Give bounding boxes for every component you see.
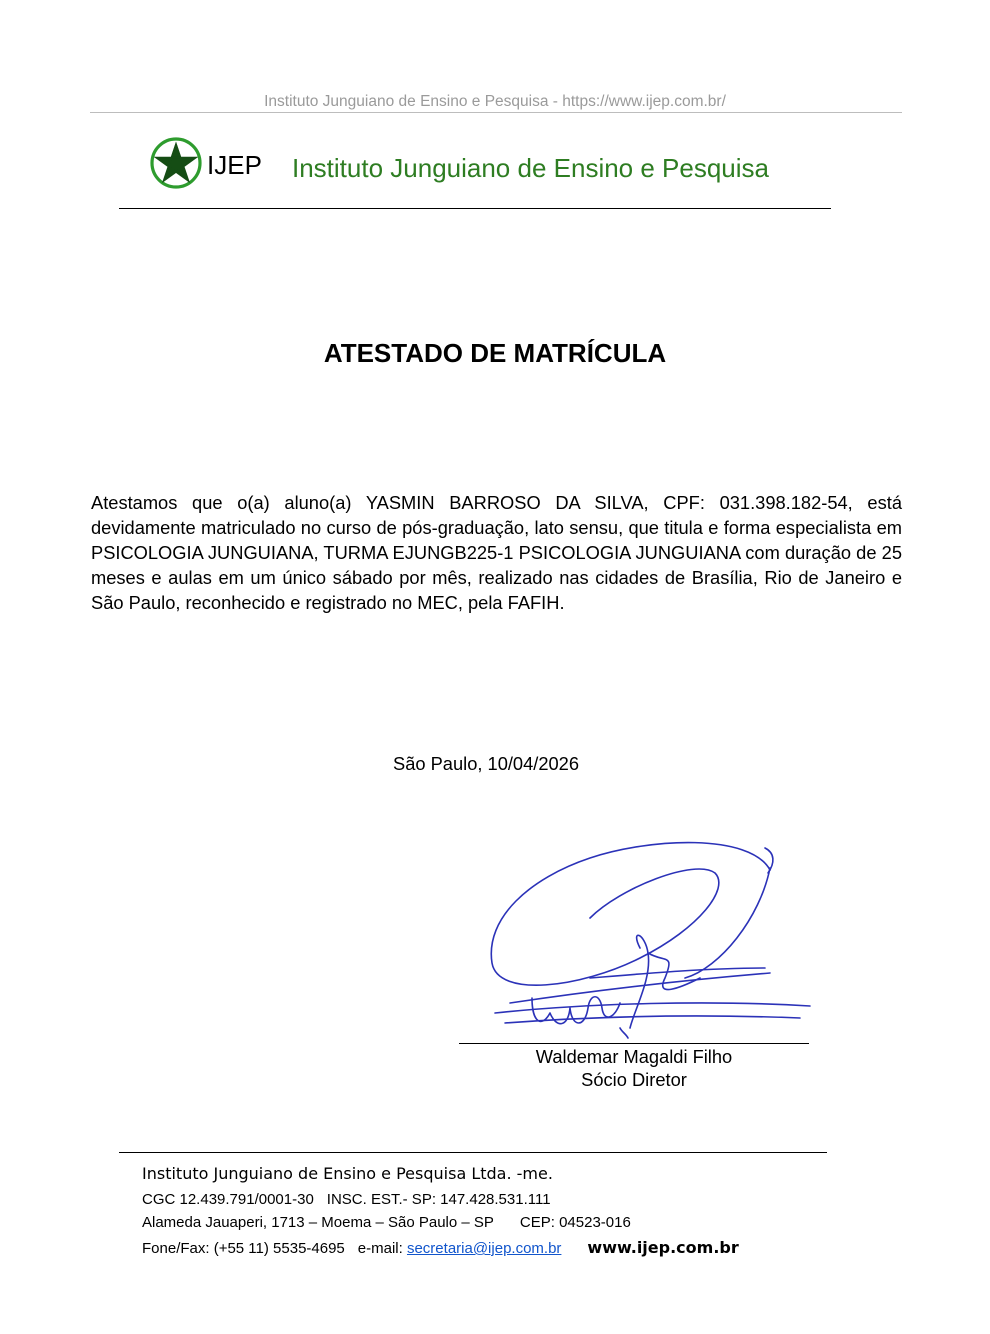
footer-address-line [142, 1213, 631, 1233]
footer-email-link[interactable]: secretaria@ijep.com.br [406, 1240, 562, 1257]
logo-abbreviation: IJEP [207, 150, 262, 180]
handwritten-signature [470, 828, 815, 1043]
footer-company-name: Instituto Junguiano de Ensino e Pesquisa Ltda. -me. [142, 1164, 553, 1183]
top-divider [90, 112, 902, 113]
place-and-date: São Paulo, 10/04/2026 [393, 753, 580, 774]
footer-contact-line [142, 1238, 739, 1259]
signatory-name: Waldemar Magaldi Filho [535, 1046, 733, 1067]
institution-name: Instituto Junguiano de Ensino e Pesquisa [292, 153, 770, 183]
signatory-role: Sócio Diretor [581, 1069, 687, 1090]
header-divider [119, 208, 831, 209]
footer-cgc: CGC 12.439.791/0001-30 [142, 1191, 314, 1208]
footer-address: Alameda Jauaperi, 1713 – Moema – São Paulo – SP [142, 1214, 494, 1231]
footer-website[interactable]: www.ijep.com.br [587, 1238, 739, 1257]
footer-email-label: e-mail: [357, 1240, 403, 1257]
footer-divider [119, 1152, 827, 1153]
footer-cep: CEP: 04523-016 [519, 1214, 631, 1231]
signature-line [459, 1043, 809, 1044]
attestation-body: Atestamos que o(a) aluno(a) YASMIN BARROSO DA SILVA, CPF: 031.398.182-54, está devidamente matriculado no curso de pós-graduação, lato sensu, que titula e forma especialista em PSICOLOGIA JUNGUIANA, TURMA EJUNGB225-1 PSICOLOGIA JUNGUIANA com duração de 25 meses e aulas em um único sábado por mês, realizado nas cidades de Brasília, Rio de Janeiro e São Paulo, reconhecido e registrado no MEC, pela FAFIH. [91, 492, 902, 613]
document-title: ATESTADO DE MATRÍCULA [323, 338, 667, 368]
page-url-banner: Instituto Junguiano de Ensino e Pesquisa - https://www.ijep.com.br/ [264, 93, 726, 110]
pentagram-star-icon [149, 136, 203, 190]
footer-registration [142, 1190, 551, 1210]
footer-phone: Fone/Fax: (+55 11) 5535-4695 [142, 1240, 345, 1257]
footer-state-registration: INSC. EST.- SP: 147.428.531.111 [326, 1191, 551, 1208]
